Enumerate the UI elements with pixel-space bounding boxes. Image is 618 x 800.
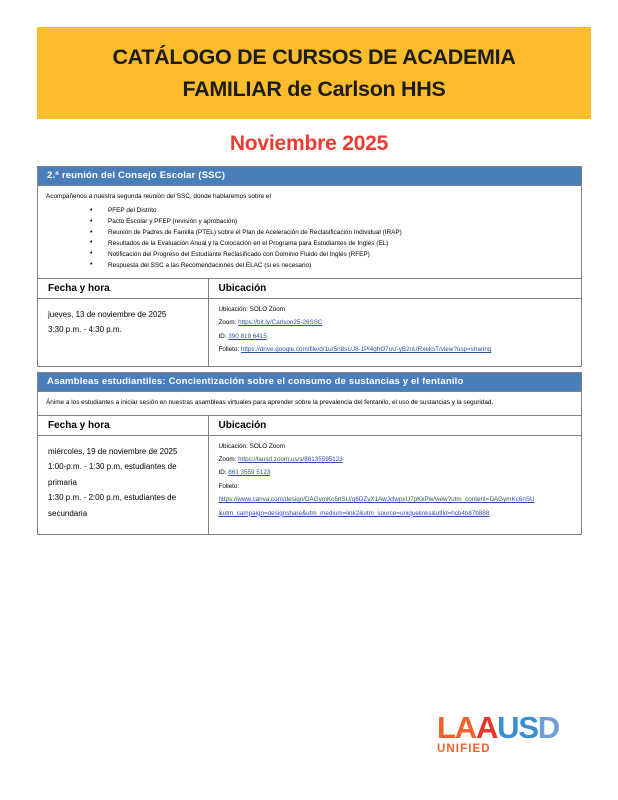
column-header-when: Fecha y hora [38, 278, 208, 298]
zoom-label: Zoom: [218, 456, 239, 464]
zoom-link[interactable]: https://lausd.zoom.us/s/86135595123 [238, 456, 343, 464]
event-bullet-list-ssc [38, 204, 581, 278]
zoom-link-line [219, 457, 574, 470]
table-header-row [38, 278, 581, 298]
when-line: 1:30 p.m. - 2:00 p.m, estudiantes de secundaria [48, 493, 177, 518]
list-item: • Notificación del Progreso del Estudiante Reclasificado con Dominio Fluido del Inglés (RFEP) [46, 249, 573, 260]
where-cell-assembly [208, 435, 581, 533]
when-cell-ssc [38, 298, 208, 366]
title-line-1: CATÁLOGO DE CURSOS DE ACADEMIA [112, 44, 516, 69]
lausd-logo-wordmark [437, 712, 569, 743]
list-item: • Respuesta del SSC a las Recomendaciones del ELAC (si es necesario) [46, 260, 573, 271]
when-line: 3:30 p.m. - 4:30 p.m. [48, 325, 122, 335]
where-cell-ssc [208, 298, 581, 366]
flyer-link-line-1 [219, 497, 574, 510]
column-header-where: Ubicación [208, 415, 581, 435]
lausd-logo [437, 712, 569, 756]
title-line-2: FAMILIAR de Carlson HHS [182, 76, 446, 101]
month-heading: Noviembre 2025 [229, 132, 389, 155]
event-intro-assembly: Ánime a los estudiantes a iniciar sesión en nuestras asambleas virtuales para aprender sobre la prevalencia del fentanilo, el uso de sustancias y la seguridad. [46, 398, 494, 406]
list-item: • Resultados de la Evaluación Anual y la Colocación en el Programa para Estudiantes de Inglés (EL) [46, 238, 573, 249]
logo-letter-s: S [518, 710, 538, 745]
event-header-ssc: 2.ª reunión del Consejo Escolar (SSC) [38, 167, 581, 186]
zoom-label: Zoom: [218, 319, 239, 327]
flyer-link-line-2 [219, 511, 574, 518]
location-line: Ubicación: SOLO Zoom [218, 442, 285, 450]
logo-letter-l: L [437, 710, 455, 745]
when-cell-assembly [38, 435, 208, 533]
event-detail-table-assembly [38, 415, 581, 534]
list-item: • PFEP del Distrito [46, 206, 573, 217]
logo-letter-u: U [497, 710, 519, 745]
column-header-where: Ubicación [208, 278, 581, 298]
logo-letter-a-first: A [454, 710, 476, 745]
flyer-link-part-1[interactable]: https://www.canva.com/design/DAGymKc6nSU/q6DZvX1AwJclwpxU7pKkPw/view?utm_content=DAGymKc6nSU [218, 496, 535, 504]
meeting-id-label: ID: [218, 332, 229, 340]
flyer-link-line [219, 347, 574, 354]
when-line: jueves, 13 de noviembre de 2025 [48, 309, 167, 319]
event-header-assembly: Asambleas estudiantiles: Concientización sobre el consumo de sustancias y el fentanilo [38, 373, 581, 392]
list-item: • Pacto Escolar y PFEP (revisión y aprobación) [46, 217, 573, 228]
lausd-logo-subtitle: UNIFIED [437, 743, 491, 755]
zoom-link[interactable]: https://bit.ly/Carlson25-26SSC [238, 319, 323, 327]
meeting-id-label: ID: [218, 469, 229, 477]
meeting-id-line [219, 334, 574, 347]
location-line: Ubicación: SOLO Zoom [218, 305, 285, 313]
column-header-when: Fecha y hora [38, 415, 208, 435]
meeting-id-value[interactable]: 390 819 6415 [228, 332, 267, 340]
event-intro-ssc: Acompáñenos a nuestra segunda reunión del SSC, donde hablaremos sobre el [46, 192, 271, 200]
event-block-ssc [37, 166, 582, 367]
zoom-link-line [219, 320, 574, 333]
event-detail-table-ssc [38, 278, 581, 366]
table-header-row [38, 415, 581, 435]
flyer-label-line: Folleto: [218, 482, 240, 490]
when-line: miércoles, 19 de noviembre de 2025 [48, 446, 178, 456]
list-item: • Reunión de Padres de Familia (PTEL) sobre el Plan de Aceleración de Reclasificación Individual (IRAP) [46, 227, 573, 238]
table-row [38, 435, 581, 533]
meeting-id-value[interactable]: 861 3559 5123 [228, 469, 271, 477]
logo-letter-d: D [537, 710, 559, 745]
flyer-link[interactable]: https://drive.google.com/file/d/1ur5n8sUJ8-1Pl4ghO7uU-yB2nURxeksT/view?usp=sharing [240, 346, 492, 354]
event-block-assembly [37, 372, 582, 535]
title-banner [37, 27, 591, 119]
flyer-link-part-2[interactable]: &utm_campaign=designshare&utm_medium=link2&utm_source=uniquelinks&utlId=hcb4b87b888 [218, 509, 490, 517]
meeting-id-line [219, 470, 574, 483]
flyer-label: Folleto: [218, 346, 241, 354]
logo-letter-a-second: A [475, 710, 498, 745]
table-row [38, 298, 581, 366]
when-line: 1:00-p.m. - 1:30 p.m, estudiantes de primaria [48, 462, 177, 487]
